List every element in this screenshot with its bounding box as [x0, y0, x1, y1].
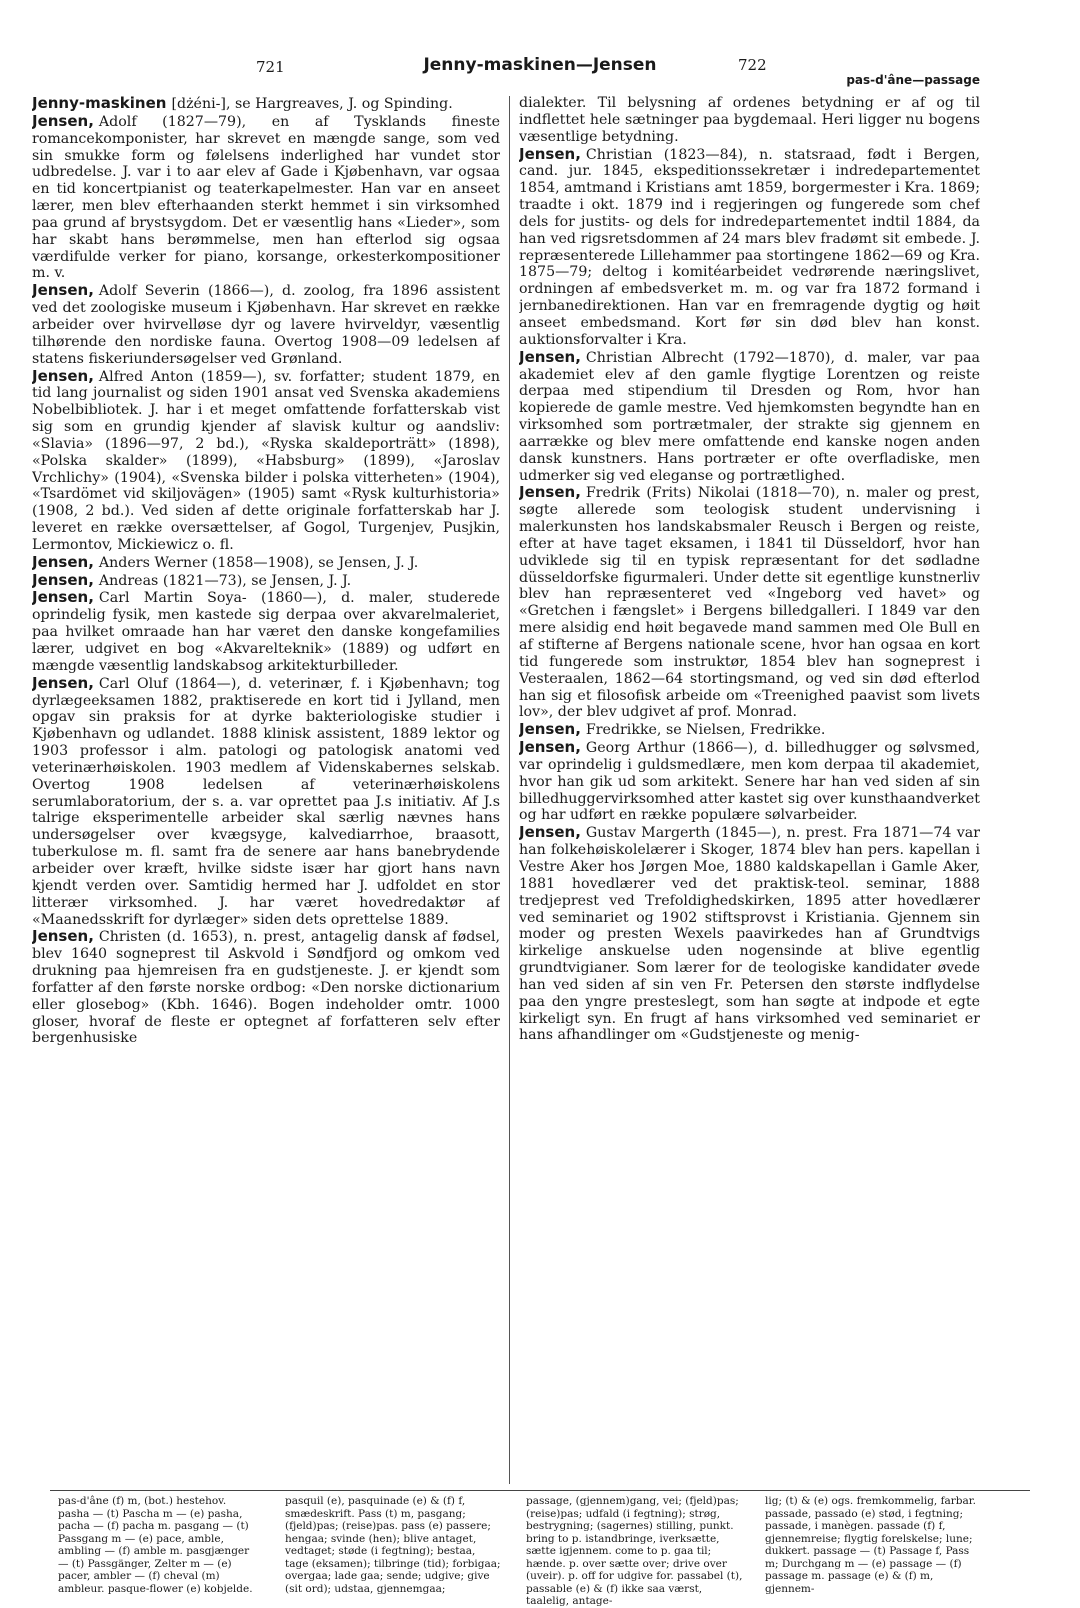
entry: [32, 928, 500, 1047]
entry-headword: Jenny-maskinen: [32, 95, 167, 112]
guide-word: pas-d'âne—passage: [846, 73, 980, 87]
entry-text: Carl Martin Soya- (1860—), d. maler, studerede oprindelig fysik, men kastede sig derpaa over akvarelmaleriet, paa hvilket omraade han har været den danske kongefamilies lærer, udgivet en bog «Akvarelteknik» (1889) og udført en mængde væsentlig landskabsog arkitekturbilleder.: [32, 590, 500, 674]
entry-text: Christian Albrecht (1792—1870), d. maler, var paa akademiet elev af den gamle flygtige Lorentzen og reiste derpaa med stipendium til Dresden og Rom, hvor han kopierede de gamle mestre. Ved hjemkomsten begyndte han en virksomhed som portrætmaler, der strakte sig gjennem en aarrække og blev mere omfattende end kanske nogen anden dansk kunstners. Hans portræter er ofte overfladiske, men udmerker sig ved eleganse og portrætlighed.: [519, 349, 980, 484]
entry: [32, 282, 500, 367]
entry-text: [dżéni-], se Hargreaves, J. og Spinding.: [171, 96, 453, 112]
entry-text: Gustav Margerth (1845—), n. prest. Fra 1871—74 var han folkehøiskolelærer i Skoger, 1874 blev han pers. kapellan i Vestre Aker hos Jørgen Moe, 1880 kaldskapellan i Gamle Aker, 1881 hovedlærer ved det praktisk-teol. seminar, 1888 tredjeprest ved Trefoldighedskirken, 1895 atter hovedlærer ved seminariet og 1902 stiftsprovst i Kristiania. Gjennem sin moder og presten Wexels paavirkedes han af Grundtvigs kirkelige anskuelse uden nogensinde at blive egentlig grundtvigianer. Som lærer for de teologiske kandidater øvede han ved siden af sin ven Fr. Petersen den største indflydelse paa den yngre presteslegt, som han søgte at indpode et egte kirkeligt syn. En frugt af hans virksomhed ved seminariet er hans afhandlinger om «Gudstjeneste og menig-: [519, 825, 980, 1044]
entry: [32, 95, 500, 113]
entry-text: Georg Arthur (1866—), d. billedhugger og sølvsmed, var oprindelig i guldsmedlære, men kom derpaa til akademiet, hvor han gik ud som arkitekt. Senere har han ved siden af sin billedhuggervirksomhed atter kastet sig over kunsthaandverket og har udført en række populære sølvarbeider.: [519, 740, 980, 824]
entry: [519, 739, 980, 824]
entry-headword: Jensen,: [519, 720, 581, 739]
page-number-right: 722: [738, 56, 767, 74]
entry-headword: Jensen,: [519, 738, 581, 757]
entry-text: Alfred Anton (1859—), sv. forfatter; student 1879, en tid lang journalist og siden 1901 ansat ved Svenska akademiens Nobelbibliotek. J. har i et meget omfattende forfatterskab vist sig som en grundig kjender af slavisk kultur og aandsliv: «Slavia» (1896—97, 2 bd.), «Ryska skaldeporträtt» (1898), «Polska skalder» (1899), «Habsburg» (1899), «Jaroslav Vrchlichy» (1904), «Svenska bilder i polska vitterheten» (1904), «Tsardömet vid skiljovägen» (1905) samt «Rysk kulturhistoria» (1908, 2 bd.). Ved siden af dette originale forfatterskab har J. leveret en række oversættelser, af Gogol, Turgenjev, Pusjkin, Lermontov, Mickiewicz o. fl.: [32, 368, 500, 553]
entry: [32, 572, 500, 590]
footnote-divider: [50, 1490, 1030, 1491]
entry-headword: Jensen,: [519, 347, 581, 366]
entry: [519, 95, 980, 146]
entry-text: Anders Werner (1858—1908), se Jensen, J. J.: [98, 554, 419, 571]
entry-headword: Jensen,: [32, 366, 94, 385]
right-column: [519, 95, 980, 1490]
entry-headword: Jensen,: [32, 927, 94, 946]
entry-text: Adolf (1827—79), en af Tysklands fineste romancekomponister, har skrevet en mængde sange, som ved sin smukke form og følelsens inderlighed har vundet stor udbredelse. J. var i to aar elev af Gade i Kjøbenhavn, var ogsaa en tid koncertpianist og teaterkapelmester. Han var en anseet lærer, men blev efterhaanden sterkt hemmet i sin virksomhed paa grund af brystsygdom. Det er væsentlig hans «Lieder», som har skabt hans berømmelse, men han efterlod sig ogsaa værdifulde verker for piano, korsange, orkesterkompositioner m. v.: [32, 113, 500, 282]
entry-text: Fredrikke, se Nielsen, Fredrikke.: [585, 722, 826, 739]
entry-headword: Jensen,: [519, 144, 581, 163]
entry-headword: Jensen,: [32, 673, 94, 692]
entry-headword: Jensen,: [32, 281, 94, 300]
entry: [519, 146, 980, 349]
dictionary-footnote-column-1: pas-d'âne (f) m, (bot.) hestehov. pasha — (t) Pascha m — (e) pasha, pacha — (f) pacha m. pasgang — (t) Passgang m — (e) pace, amble, ambling — (f) amble m. pasgjænger — (t) Passgänger, Zelter m — (e) pacer, ambler — (f) cheval (m) ambleur. pasque-flower (e) kobjelde.: [58, 1495, 253, 1595]
entry: [32, 113, 500, 282]
entry-text: Christen (d. 1653), n. prest, antagelig dansk af fødsel, blev 1640 sogneprest til Askvold i Søndfjord og omkom ved drukning paa hjemreisen fra en gudstjeneste. J. er kjendt som forfatter af den første norske ordbog: «Den norske dictionarium eller glosebog» (Kbh. 1646). Bogen indeholder omtr. 1000 gloser, hvoraf de fleste er optegnet af forfatteren selv efter bergenhusiske: [32, 929, 500, 1047]
entry: [32, 675, 500, 929]
entry-text: Andreas (1821—73), se Jensen, J. J.: [98, 572, 352, 589]
left-column: [32, 95, 500, 1490]
entry-text: Carl Oluf (1864—), d. veterinær, f. i Kjøbenhavn; tog dyrlægeeksamen 1882, praktiserede en kort tid i Jylland, men opgav sin praksis for at dyrke bakteriologiske studier i Kjøbenhavn og udlandet. 1888 klinisk assistent, 1889 lektor og 1903 professor i alm. patologi og patologisk anatomi ved veterinærhøiskolen. 1903 medlem af Videnskabernes selskab. Overtog 1908 ledelsen af veterinærhøiskolens serumlaboratorium, der s. a. var oprettet paa J.s initiativ. Af J.s talrige eksperimentelle arbeider skal særlig nævnes hans undersøgelser over kvægsyge, kalvediarrhoe, braasott, tuberkulose m. fl. samt fra de senere aar hans banebrydende arbeider over kræft, hvilke sidste især har gjort hans navn kjendt verden over. Samtidig hermed har J. udfoldet en stor litterær virksomhed. J. har været hovedredaktør af «Maanedsskrift for dyrlæger» siden dets oprettelse 1889.: [32, 675, 500, 928]
entry-headword: Jensen,: [32, 552, 94, 571]
page-title: Jenny-maskinen—Jensen: [423, 55, 657, 75]
entry-text: Fredrik (Frits) Nikolai (1818—70), n. maler og prest, søgte allerede som teologisk student undervisning i malerkunsten hos landskabsmaler Reusch i Bergen og reiste, efter at have taget eksamen, i 1841 til Düsseldorf, hvor han udviklede sig til en typisk repræsentant for det sødladne düsseldorfske figurmaleri. Under dette sit egentlige kunstnerliv blev han repræsenteret ved «Ingeborg ved havet» og «Gretchen i fængslet» i Bergens billedgalleri. I 1849 var den mere alsidig end høit begavede mand sammen med Ole Bull en af stifterne af Bergens nationale scene, hvor han ogsaa en kort tid fungerede som instruktør, 1854 blev han sogneprest i Vesteraalen, 1862—64 stortingsmand, og ved sin død efterlod han sig et filosofisk arbeide om «Treenighed paavist som livets lov», der blev udgivet af prof. Monrad.: [519, 485, 980, 721]
entry-headword: Jensen,: [519, 483, 581, 502]
entry: [32, 554, 500, 572]
entry: [519, 484, 980, 721]
entry-headword: Jensen,: [519, 823, 581, 842]
entry-text: Adolf Severin (1866—), d. zoolog, fra 1896 assistent ved det zoologiske museum i Kjøbenhavn. Har skrevet en række arbeider over hvirvelløse dyr og lavere hvirveldyr, væsentlig tilhørende den nordiske fauna. Overtog 1908—09 ledelsen af statens fiskeriundersøgelser ved Grønland.: [32, 283, 500, 367]
entry: [519, 824, 980, 1044]
column-divider: [509, 96, 510, 1484]
entry-headword: Jensen,: [32, 111, 94, 130]
entry-text: dialekter. Til belysning af ordenes betydning er af og til indflettet hele sætninger paa bygdemaal. Heri ligger nu bogens væsentlige betydning.: [519, 95, 980, 145]
entry-text: Christian (1823—84), n. statsraad, født i Bergen, cand. jur. 1845, ekspeditionssekretær i indredepartementet 1854, amtmand i Kristians amt 1859, borgermester i Kra. 1869; traadte i okt. 1879 ind i regjeringen og fungerede som chef dels for justits- og dels for indredepartementet indtil 1884, da han ved rigsretsdommen af 24 mars blev fradømt sit embede. J. repræsenterede Lillehammer paa stortingene 1862—69 og Kra. 1875—79; deltog i komitéarbeidet vedrørende næringslivet, ordningen af embedsverket m. m. og var fra 1872 formand i jernbanedirektionen. Han var en fremragende dygtig og høit anseet embedsmand. Kort før sin død blev han konst. auktionsforvalter i Kra.: [519, 146, 980, 348]
entry: [32, 589, 500, 674]
dictionary-footnote-column-2: pasquil (e), pasquinade (e) & (f) f, smædeskrift. Pass (t) m, pasgang; (fjeld)pas; (reise)pas. pass (e) passere; hengaa; svinde (hen); blive antaget, vedtaget; støde (i fegtning); bestaa, tage (eksamen); tilbringe (tid); forbigaa; overgaa; lade gaa; sende; udgive; give (sit ord); udstaa, gjennemgaa;: [285, 1495, 501, 1595]
entry-headword: Jensen,: [32, 570, 94, 589]
entry-headword: Jensen,: [32, 588, 94, 607]
entry: [519, 349, 980, 485]
entry: [519, 721, 980, 739]
dictionary-footnote-column-4: lig; (t) & (e) ogs. fremkommelig, farbar. passade, passado (e) stød, i fegtning; passade, i manègen. passade (f) f, gjennemreise; flygtig forelskelse; lune; dukkert. passage — (t) Passage f, Pass m; Durchgang m — (e) passage — (f) passage m. passage (e) & (f) m, gjennem-: [765, 1495, 976, 1595]
page-number-left: 721: [256, 58, 285, 76]
dictionary-footnote-column-3: passage, (gjennem)gang, vei; (fjeld)pas; (reise)pas; udfald (i fegtning); strøg, bestrygning; (sagernes) stilling, punkt. bring to p. istandbringe, iverksætte, sætte igjennem. come to p. gaa til; hænde. p. over sætte over; drive over (uveir). p. off for udgive for. passabel (t), passable (e) & (f) ikke saa værst, taalelig, antage-: [526, 1495, 743, 1607]
entry: [32, 368, 500, 554]
